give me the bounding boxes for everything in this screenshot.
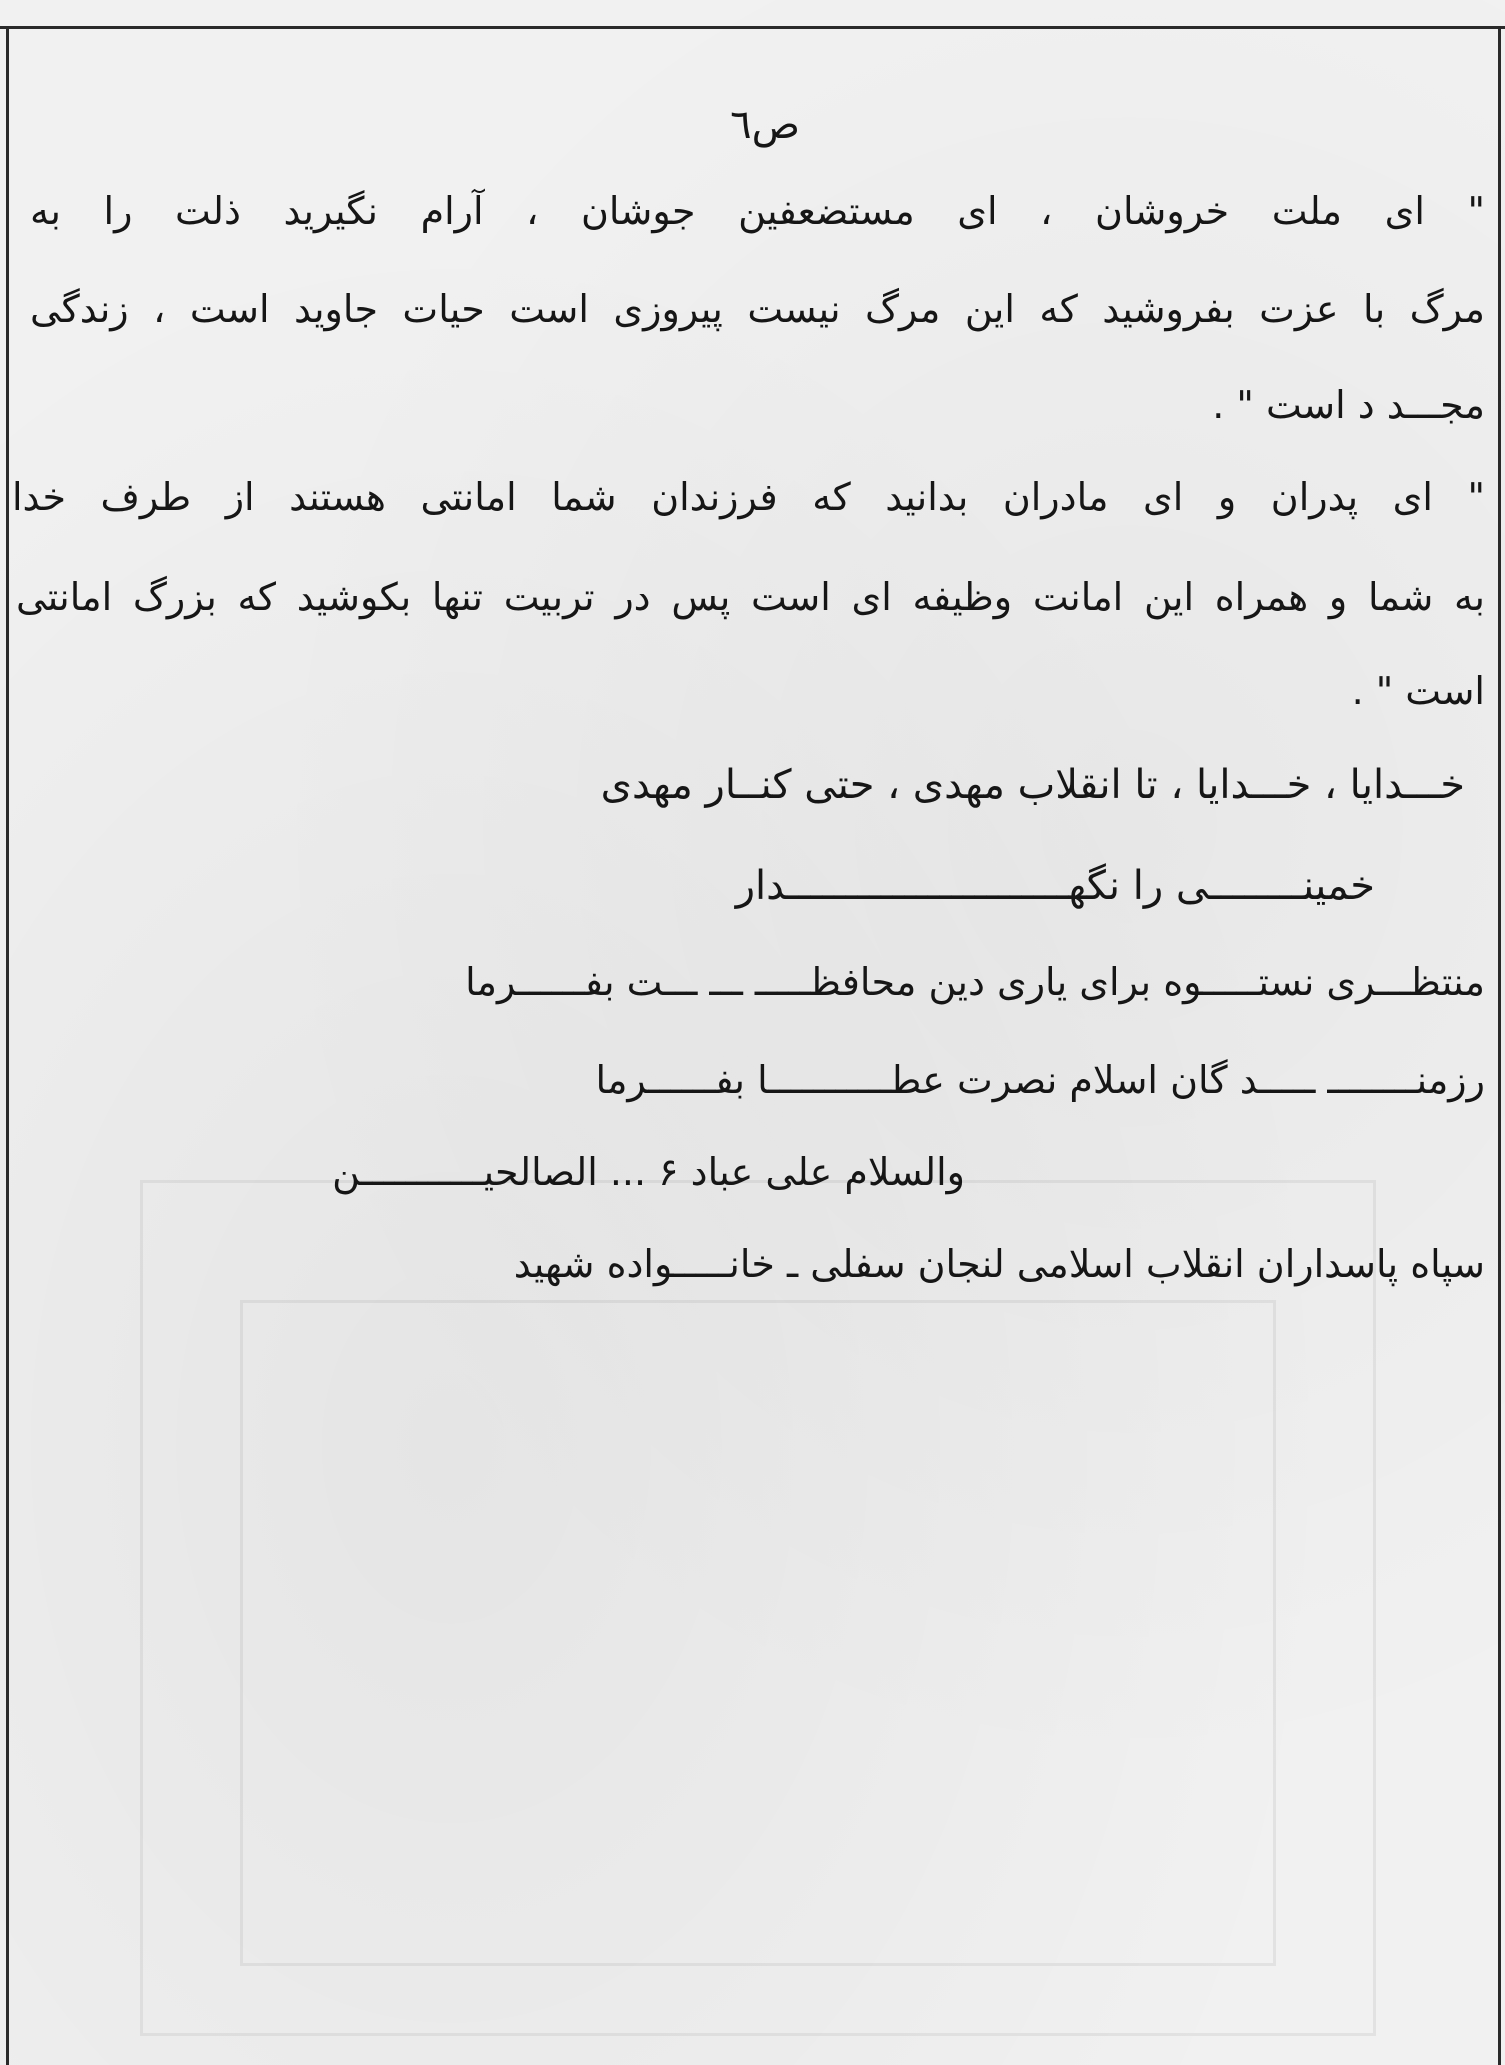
paragraph-1-line-2: مرگ با عزت بفروشید که این مرگ نیست پیروزی است حیات جاوید است ، زندگی	[30, 287, 1485, 331]
page-border-right	[1498, 26, 1501, 2065]
closing-salutation: والسلام علی عباد ۶ ... الصالحیـــــــــــن	[332, 1150, 965, 1194]
prayer-line-1: خـــدایا ، خـــدایا ، تا انقلاب مهدی ، حتی کنــار مهدی	[600, 762, 1465, 808]
page-border-top	[0, 26, 1505, 29]
paragraph-1-line-3: مجـــد د است " .	[1212, 383, 1485, 427]
prayer-line-2: خمینــــــــی را نگهــــــــــــــــــــــــدار	[735, 863, 1375, 909]
paragraph-2-line-3: است " .	[1351, 669, 1485, 713]
paragraph-1-line-1: " ای ملت خروشان ، ای مستضعفین جوشان ، آرام نگیرید ذلت را به	[30, 189, 1485, 233]
paragraph-2-line-1: " ای پدران و ای مادران بدانید که فرزندان شما امانتی هستند از طرف خدا	[12, 475, 1485, 519]
prayer-line-4: رزمنــــــــ ـــــد گان اسلام نصرت عطـــــــــــا بفــــــرما	[595, 1058, 1485, 1102]
prayer-line-3: منتظـــری نستـــــوه برای یاری دین محافظـــــ ـــ ـــت بفــــــرما	[465, 960, 1485, 1004]
page-border-left	[6, 26, 9, 2065]
paragraph-2-line-2: به شما و همراه این امانت وظیفه ای است پس در تربیت تنها بکوشید که بزرگ امانتی	[16, 575, 1485, 619]
signature-line: سپاه پاسداران انقلاب اسلامی لنجان سفلی ـ خانـــــواده شهید	[513, 1242, 1485, 1286]
bleed-through-inner-frame	[240, 1300, 1276, 1966]
page-number: ص٦	[730, 102, 800, 148]
